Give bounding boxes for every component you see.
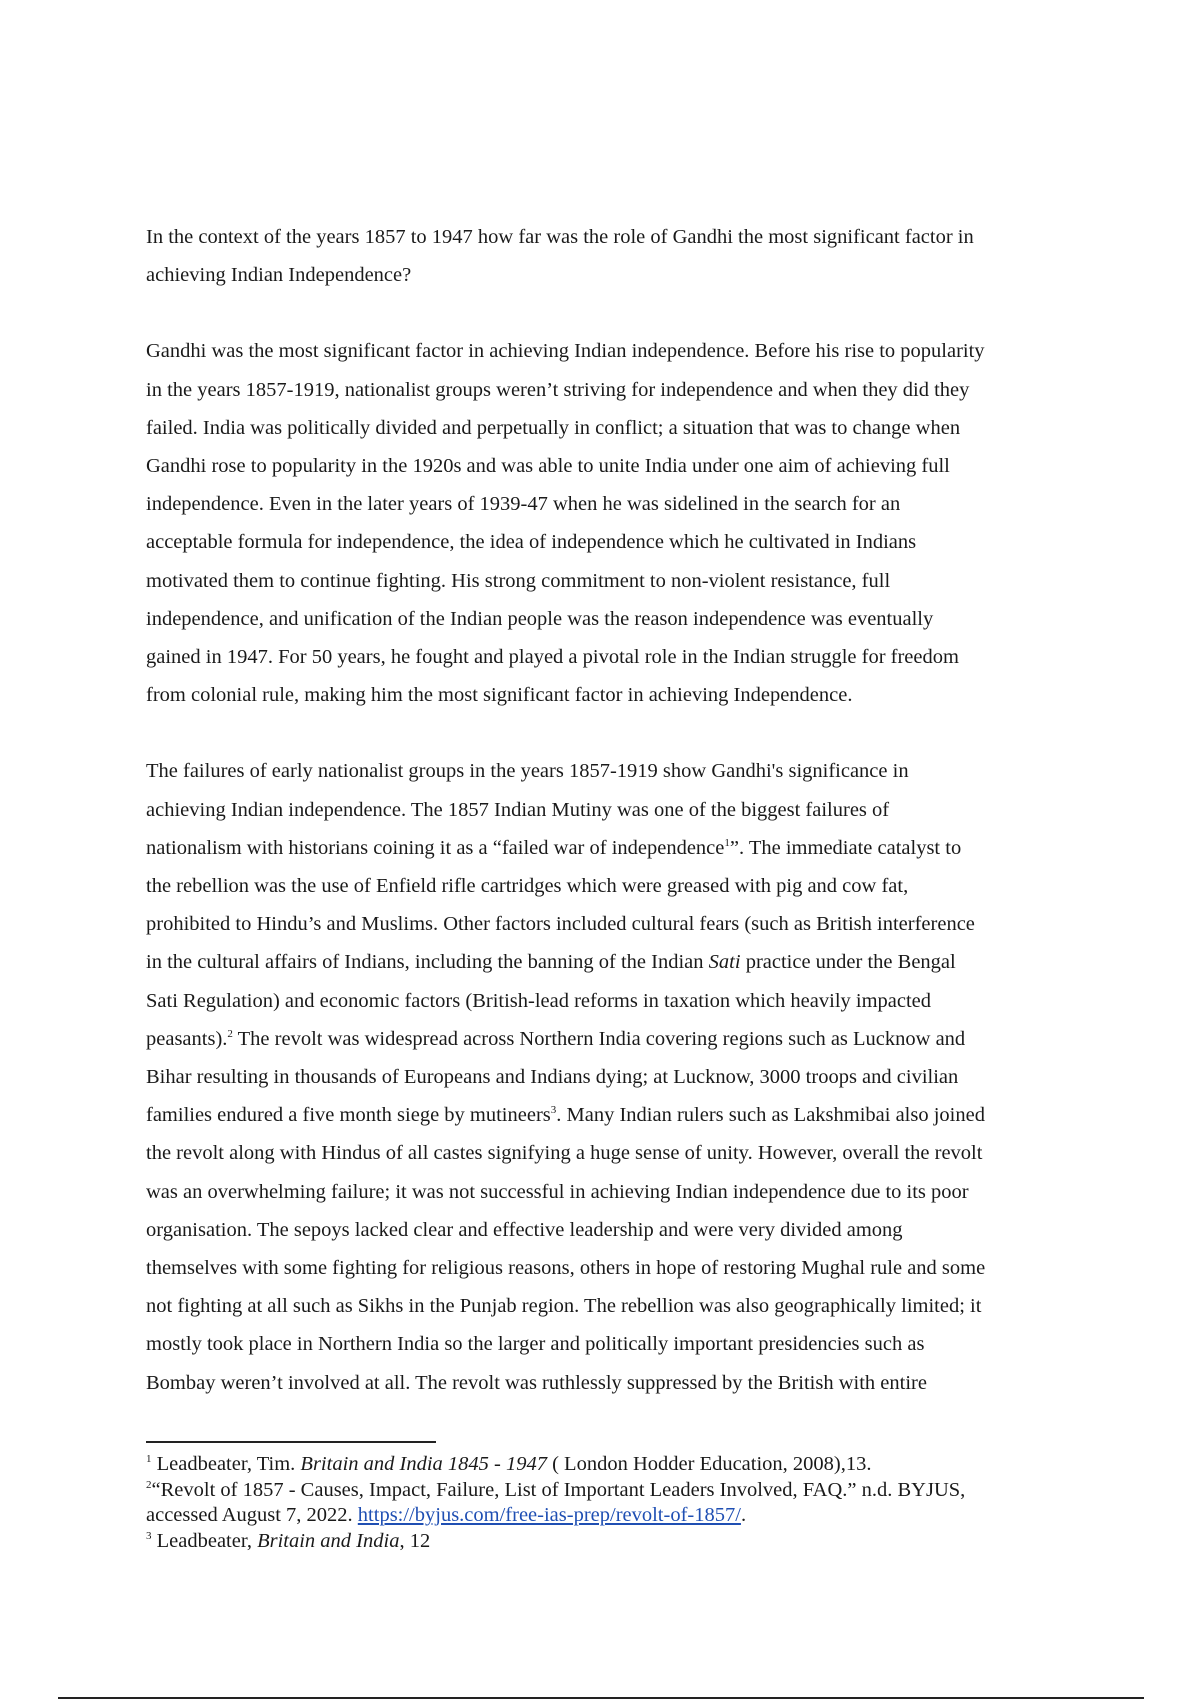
text-run: . Many Indian rulers such as Lakshmibai also joined [556,1104,985,1127]
text-run: in the cultural affairs of Indians, including the banning of the Indian [146,951,709,974]
essay-body [146,218,1066,1402]
footnote-link[interactable]: https://byjus.com/free-ias-prep/revolt-of-1857/ [357,1504,741,1526]
paragraph-line: organisation. The sepoys lacked clear and effective leadership and were very divided among [146,1218,903,1241]
footnote-text: . [740,1504,747,1526]
paragraph-line: themselves with some fighting for religious reasons, others in hope of restoring Mughal rule and some [146,1257,986,1280]
footnote-1 [146,1452,1106,1478]
footnote-ref[interactable]: 2 [227,1028,233,1041]
paragraph-line: acceptable formula for independence, the idea of independence which he cultivated in Indians [146,531,917,554]
footnote-3 [146,1529,1106,1555]
paragraph-line: the revolt along with Hindus of all castes signifying a huge sense of unity. However, overall the revolt [146,1142,983,1165]
body-paragraph [146,752,1066,1401]
paragraph-line: independence. Even in the later years of 1939-47 when he was sidelined in the search for an [146,493,901,516]
paragraph-line [146,943,1066,981]
footnote-2-continued [146,1503,1106,1529]
footnote-text: “Revolt of 1857 - Causes, Impact, Failure, List of Important Leaders Involved, FAQ.” n.d. BYJUS, [151,1478,966,1501]
paragraph-line [146,1096,1066,1134]
footnote-ref[interactable]: 1 [724,837,730,850]
paragraph-line [146,1020,1066,1058]
paragraph-line: achieving Indian independence. The 1857 Indian Mutiny was one of the biggest failures of [146,798,890,821]
footnotes [146,1452,1106,1554]
footnote-2 [146,1478,1106,1504]
question-line: achieving Indian Independence? [146,264,412,287]
paragraph-line: gained in 1947. For 50 years, he fought and played a pivotal role in the Indian struggle for freedom [146,646,959,669]
footnote-separator [146,1441,436,1443]
footnote-title: Britain and India [257,1529,400,1552]
footnote-text: accessed August 7, 2022. [146,1504,358,1526]
footnote-mark: 1 [146,1453,152,1466]
footnote-ref[interactable]: 3 [550,1104,557,1117]
paragraph-line: Gandhi rose to popularity in the 1920s and was able to unite India under one aim of achieving full [146,455,950,478]
italic-term: Sati [708,951,741,974]
text-run: practice under the Bengal [740,951,956,974]
paragraph-line: the rebellion was the use of Enfield rifle cartridges which were greased with pig and cow fat, [146,875,909,898]
paragraph-line: failed. India was politically divided and perpetually in conflict; a situation that was to change when [146,416,961,439]
text-run: peasants). [146,1027,228,1050]
question-line: In the context of the years 1857 to 1947 how far was the role of Gandhi the most significant factor in [146,226,974,248]
paragraph-line: Bombay weren’t involved at all. The revolt was ruthlessly suppressed by the British with entire [146,1371,927,1394]
paragraph-line: mostly took place in Northern India so the larger and politically important presidencies such as [146,1333,925,1356]
introduction-paragraph [146,332,1066,714]
paragraph-line: in the years 1857-1919, nationalist groups weren’t striving for independence and when they did they [146,378,970,401]
footnote-title: Britain and India 1845 - 1947 [300,1453,547,1475]
footnote-mark: 2 [146,1478,152,1491]
paragraph-line: was an overwhelming failure; it was not successful in achieving Indian independence due to its poor [146,1180,969,1203]
paragraph-line: Bihar resulting in thousands of Europeans and Indians dying; at Lucknow, 3000 troops and civilian [146,1066,959,1089]
text-run: families endured a five month siege by mutineers [146,1104,551,1127]
essay-question [146,218,1066,294]
text-run: nationalism with historians coining it as a “failed war of independence [146,836,725,859]
text-run: ”. The immediate catalyst to [729,836,962,859]
text-run: The revolt was widespread across Northern India covering regions such as Lucknow and [232,1027,966,1050]
paragraph-line: from colonial rule, making him the most significant factor in achieving Independence. [146,684,853,707]
paragraph-line [146,829,1066,867]
paragraph-line: motivated them to continue fighting. His strong commitment to non-violent resistance, full [146,569,891,592]
paragraph-line: not fighting at all such as Sikhs in the Punjab region. The rebellion was also geographically limited; it [146,1295,982,1318]
paragraph-line: Gandhi was the most significant factor in achieving Indian independence. Before his rise to popularity [146,340,985,363]
footnote-text: , 12 [399,1529,431,1552]
paragraph-line: prohibited to Hindu’s and Muslims. Other factors included cultural fears (such as British interference [146,913,975,936]
footnote-text: Leadbeater, [151,1529,258,1552]
paragraph-line: independence, and unification of the Indian people was the reason independence was eventually [146,607,934,630]
page-bottom-border [58,1697,1144,1699]
paragraph-line: Sati Regulation) and economic factors (British-lead reforms in taxation which heavily impacted [146,989,932,1012]
paragraph-line: The failures of early nationalist groups in the years 1857-1919 show Gandhi's significance in [146,760,909,783]
footnote-text: ( London Hodder Education, 2008),13. [546,1453,872,1475]
footnote-text: Leadbeater, Tim. [151,1453,301,1475]
footnote-mark: 3 [146,1529,152,1542]
